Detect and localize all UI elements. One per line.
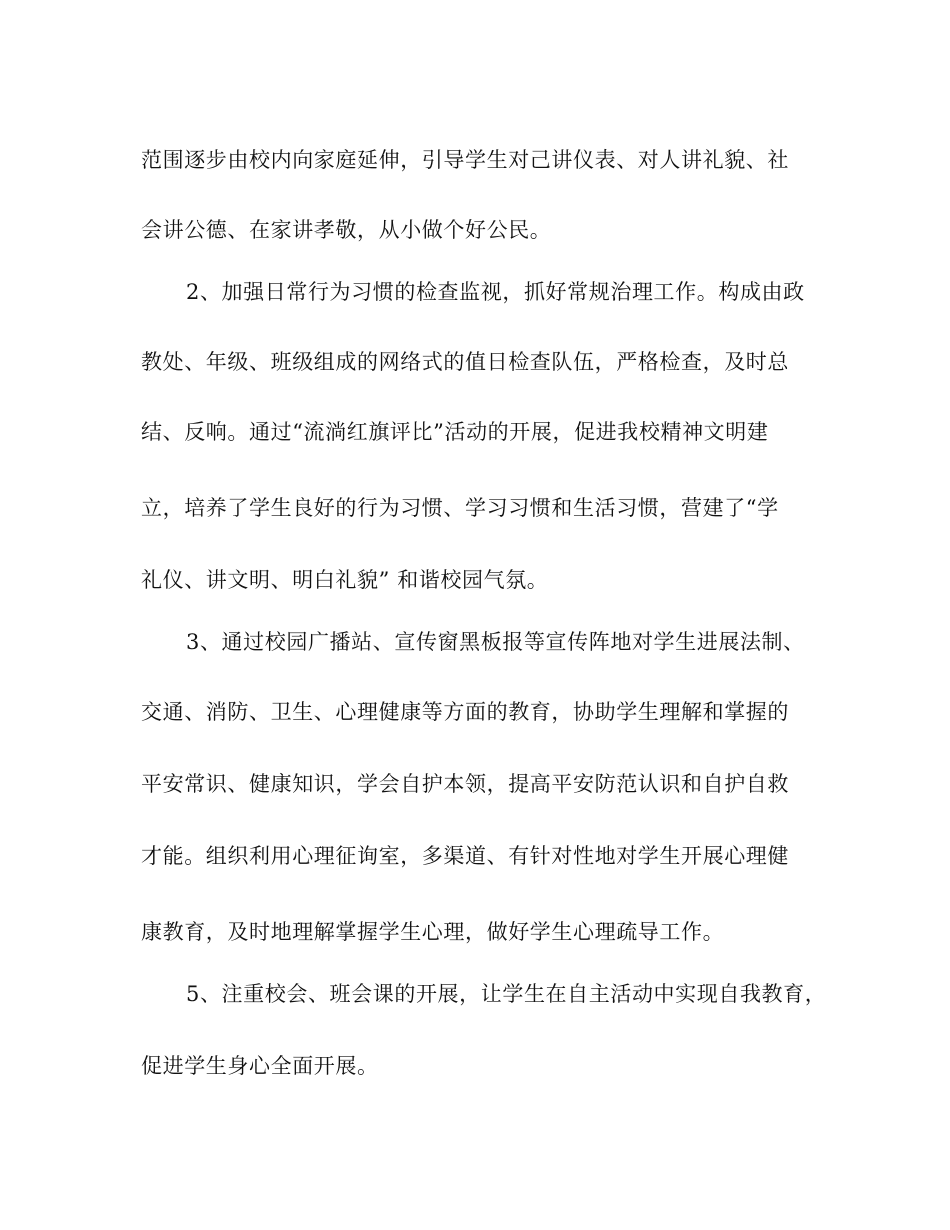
text-line: 立，培养了学生良好的行为习惯、学习习惯和生活习惯，营建了“学: [141, 496, 779, 520]
text-line: 康教育，及时地理解掌握学生心理，做好学生心理疏导工作。: [141, 920, 725, 944]
text-line: 教处、年级、班级组成的网络式的值日检查队伍，严格检查，及时总: [141, 350, 789, 374]
text-line: 交通、消防、卫生、心理健康等方面的教育，协助学生理解和掌握的: [141, 700, 789, 724]
text-line: 会讲公德、在家讲孝敬，从小做个好公民。: [141, 218, 552, 242]
text-line: 平安常识、健康知识，学会自护本领，提高平安防范认识和自护自救: [141, 772, 789, 796]
text-line: 范围逐步由校内向家庭延伸，引导学生对己讲仪表、对人讲礼貌、社: [141, 148, 789, 172]
text-line: 礼仪、讲文明、明白礼貌” 和谐校园气氛。: [141, 568, 549, 592]
text-line: 促进学生身心全面开展。: [141, 1054, 379, 1078]
paragraph-start-line: 3、通过校园广播站、宣传窗黑板报等宣传阵地对学生进展法制、: [186, 630, 805, 654]
text-line: 结、反响。通过“流淌红旗评比”活动的开展，促进我校精神文明建: [141, 420, 769, 444]
paragraph-start-line: 2、加强日常行为习惯的检查监视，抓好常规治理工作。构成由政: [186, 280, 805, 304]
text-line: 才能。组织利用心理征询室，多渠道、有针对性地对学生开展心理健: [141, 844, 789, 868]
paragraph-start-line: 5、注重校会、班会课的开展，让学生在自主活动中实现自我教育，: [186, 982, 827, 1006]
